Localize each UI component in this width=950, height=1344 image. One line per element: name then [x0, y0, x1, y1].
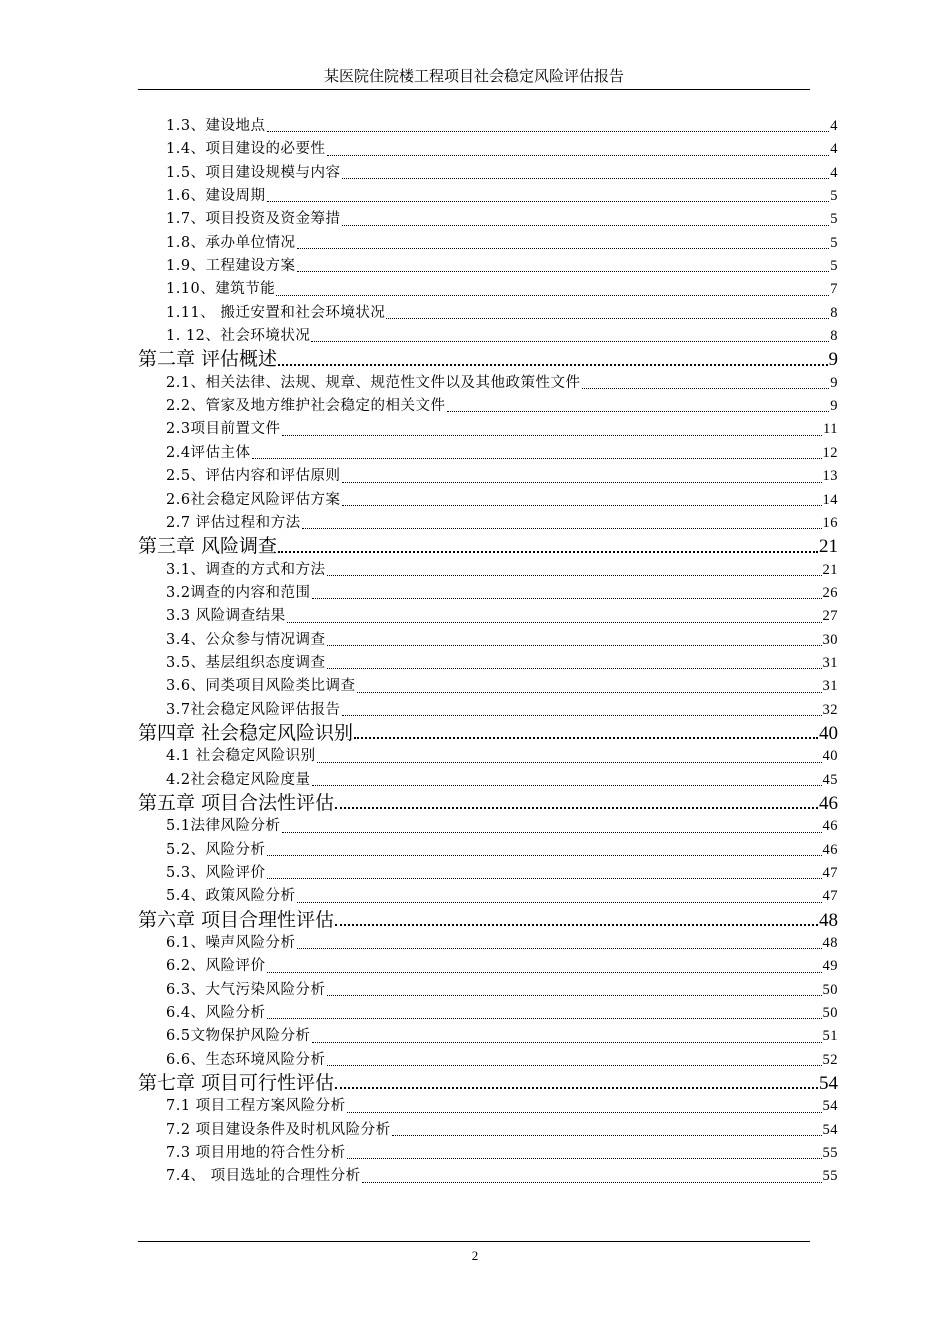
toc-entry-page-number: 47 [822, 865, 838, 881]
toc-entry-label: 1.6、建设周期 [166, 188, 266, 205]
toc-entry-page-number: 4 [830, 141, 838, 158]
toc-entry-page-number: 9 [830, 398, 838, 415]
toc-section-entry[interactable] [138, 745, 838, 768]
toc-section-entry[interactable] [138, 372, 838, 395]
toc-entry-label: 2.3项目前置文件 [166, 421, 281, 438]
toc-entry-label: 6.3、大气污染风险分析 [166, 981, 326, 998]
toc-entry-label: 2.1、相关法律、法规、规章、规范性文件以及其他政策性文件 [166, 374, 581, 391]
toc-entry-label: 2.2、管家及地方维护社会稳定的相关文件 [166, 398, 446, 415]
toc-section-entry[interactable] [138, 605, 838, 628]
toc-dot-leader [282, 832, 822, 833]
toc-entry-page-number: 11 [823, 421, 838, 438]
toc-entry-page-number: 55 [822, 1168, 838, 1185]
toc-dot-leader [342, 715, 822, 716]
toc-dot-leader [327, 575, 822, 576]
toc-entry-label: 3.6、同类项目风险类比调查 [166, 678, 356, 695]
toc-section-entry[interactable] [138, 699, 838, 722]
toc-entry-page-number: 9 [830, 374, 838, 391]
toc-section-entry[interactable] [138, 395, 838, 418]
toc-dot-leader [297, 248, 830, 249]
toc-entry-page-number: 31 [822, 654, 838, 671]
toc-entry-page-number: 54 [822, 1098, 838, 1115]
toc-dot-leader [354, 737, 818, 739]
toc-entry-page-number: 46 [822, 818, 838, 835]
toc-entry-page-number: 5 [830, 234, 838, 251]
toc-dot-leader [357, 692, 822, 693]
toc-section-entry[interactable] [138, 955, 838, 978]
toc-dot-leader [327, 645, 822, 646]
toc-section-entry[interactable] [138, 932, 838, 955]
toc-entry-page-number: 54 [819, 1073, 838, 1095]
toc-entry-label: 5.1法律风险分析 [166, 818, 281, 835]
toc-entry-label: 1.11、 搬迁安置和社会环境状况 [166, 304, 386, 321]
toc-dot-leader [386, 318, 829, 319]
toc-entry-page-number: 4 [830, 118, 838, 134]
toc-dot-leader [278, 551, 818, 553]
toc-dot-leader [327, 155, 830, 156]
toc-entry-label: 7.2 项目建设条件及时机风险分析 [166, 1121, 391, 1138]
toc-section-entry[interactable] [138, 1142, 838, 1165]
toc-chapter-entry[interactable] [138, 909, 838, 932]
toc-entry-label: 1.3、建设地点 [166, 118, 266, 134]
toc-entry-page-number: 9 [828, 349, 838, 371]
toc-entry-page-number: 40 [819, 722, 838, 744]
toc-dot-leader [267, 878, 822, 879]
toc-dot-leader [278, 364, 827, 366]
toc-dot-leader [267, 201, 830, 202]
toc-dot-leader [335, 1087, 818, 1089]
toc-dot-leader [312, 1042, 822, 1043]
toc-entry-page-number: 51 [822, 1028, 838, 1045]
page-number: 2 [471, 1248, 479, 1263]
toc-entry-page-number: 8 [830, 304, 838, 321]
toc-section-entry[interactable] [138, 489, 838, 512]
toc-dot-leader [267, 855, 822, 856]
toc-entry-page-number: 5 [830, 211, 838, 228]
toc-dot-leader [347, 1158, 822, 1159]
toc-entry-page-number: 16 [822, 514, 838, 531]
toc-section-entry[interactable] [138, 629, 838, 652]
toc-entry-page-number: 32 [822, 701, 838, 718]
toc-dot-leader [302, 528, 822, 529]
footer-divider [138, 1241, 810, 1242]
toc-entry-page-number: 47 [822, 888, 838, 905]
toc-entry-label: 1.8、承办单位情况 [166, 234, 296, 251]
toc-dot-leader [327, 995, 822, 996]
toc-entry-label: 3.3 风险调查结果 [166, 608, 286, 625]
toc-chapter-entry[interactable] [138, 535, 838, 558]
toc-entry-page-number: 5 [830, 188, 838, 205]
toc-entry-label: 2.4评估主体 [166, 444, 251, 461]
toc-entry-page-number: 45 [822, 771, 838, 788]
toc-section-entry[interactable] [138, 885, 838, 908]
toc-entry-page-number: 21 [819, 536, 838, 558]
toc-entry-label: 7.1 项目工程方案风险分析 [166, 1098, 346, 1115]
toc-section-entry[interactable] [138, 302, 838, 325]
toc-entry-page-number: 48 [819, 909, 838, 931]
toc-entry-page-number: 13 [822, 468, 838, 485]
toc-section-entry[interactable] [138, 442, 838, 465]
toc-entry-label: 第三章 风险调查 [138, 535, 278, 558]
toc-chapter-entry[interactable] [138, 722, 838, 745]
toc-entry-page-number: 50 [822, 1005, 838, 1022]
toc-entry-label: 2.7 评估过程和方法 [166, 514, 301, 531]
toc-entry-page-number: 30 [822, 631, 838, 648]
toc-entry-label: 5.4、政策风险分析 [166, 888, 296, 905]
toc-section-entry[interactable] [138, 652, 838, 675]
toc-dot-leader [312, 785, 822, 786]
toc-entry-page-number: 31 [822, 678, 838, 695]
table-of-contents [138, 115, 838, 1189]
toc-entry-label: 2.6社会稳定风险评估方案 [166, 491, 341, 508]
toc-entry-label: 3.1、调查的方式和方法 [166, 561, 326, 578]
toc-entry-label: 第六章 项目合理性评估 [138, 908, 335, 931]
toc-section-entry[interactable] [138, 979, 838, 1002]
toc-entry-label: 1.4、项目建设的必要性 [166, 141, 326, 158]
toc-chapter-entry[interactable] [138, 1072, 838, 1095]
toc-dot-leader [335, 807, 818, 809]
toc-entry-page-number: 50 [822, 981, 838, 998]
toc-entry-label: 4.2社会稳定风险度量 [166, 771, 311, 788]
toc-entry-label: 3.4、公众参与情况调查 [166, 631, 326, 648]
toc-dot-leader [362, 1182, 822, 1183]
toc-section-entry[interactable] [138, 1049, 838, 1072]
toc-entry-page-number: 5 [830, 258, 838, 275]
toc-section-entry[interactable] [138, 1165, 838, 1188]
toc-section-entry[interactable] [138, 325, 838, 348]
toc-entry-page-number: 21 [822, 561, 838, 578]
toc-section-entry[interactable] [138, 208, 838, 231]
page-header-title: 某医院住院楼工程项目社会稳定风险评估报告 [323, 67, 624, 85]
toc-chapter-entry[interactable] [138, 792, 838, 815]
toc-section-entry[interactable] [138, 1002, 838, 1025]
toc-dot-leader [297, 948, 822, 949]
toc-entry-page-number: 46 [819, 792, 838, 814]
toc-dot-leader [317, 762, 822, 763]
toc-entry-page-number: 40 [822, 748, 838, 765]
toc-dot-leader [447, 411, 830, 412]
toc-section-entry[interactable] [138, 162, 838, 185]
toc-section-entry[interactable] [138, 559, 838, 582]
toc-entry-label: 1.9、工程建设方案 [166, 258, 296, 275]
toc-entry-label: 第五章 项目合法性评估 [138, 791, 335, 814]
toc-dot-leader [342, 225, 830, 226]
toc-dot-leader [335, 924, 818, 926]
toc-chapter-entry[interactable] [138, 348, 838, 371]
toc-entry-label: 第七章 项目可行性评估 [138, 1072, 335, 1095]
toc-section-entry[interactable] [138, 278, 838, 301]
toc-entry-page-number: 55 [822, 1145, 838, 1162]
toc-section-entry[interactable] [138, 1025, 838, 1048]
toc-entry-page-number: 4 [830, 164, 838, 181]
toc-entry-page-number: 14 [822, 491, 838, 508]
toc-entry-page-number: 52 [822, 1051, 838, 1068]
toc-entry-page-number: 27 [822, 608, 838, 625]
toc-section-entry[interactable] [138, 185, 838, 208]
toc-entry-page-number: 7 [830, 281, 838, 298]
toc-section-entry[interactable] [138, 675, 838, 698]
toc-dot-leader [327, 1065, 822, 1066]
toc-entry-label: 6.6、生态环境风险分析 [166, 1051, 326, 1068]
toc-dot-leader [582, 388, 830, 389]
toc-entry-label: 5.2、风险分析 [166, 841, 266, 858]
toc-entry-label: 6.5文物保护风险分析 [166, 1028, 311, 1045]
toc-section-entry[interactable] [138, 862, 838, 885]
toc-dot-leader [287, 622, 822, 623]
toc-entry-label: 3.2调查的内容和范围 [166, 584, 311, 601]
toc-entry-label: 2.5、评估内容和评估原则 [166, 468, 341, 485]
toc-entry-label: 4.1 社会稳定风险识别 [166, 748, 316, 765]
toc-entry-label: 1.7、项目投资及资金筹措 [166, 211, 341, 228]
header-divider [138, 89, 810, 90]
toc-dot-leader [347, 1112, 822, 1113]
toc-dot-leader [252, 458, 822, 459]
toc-entry-page-number: 49 [822, 958, 838, 975]
toc-section-entry[interactable] [138, 769, 838, 792]
toc-dot-leader [342, 482, 822, 483]
toc-entry-page-number: 26 [822, 584, 838, 601]
toc-dot-leader [267, 972, 822, 973]
toc-dot-leader [311, 341, 829, 342]
toc-section-entry[interactable] [138, 815, 838, 838]
toc-section-entry[interactable] [138, 255, 838, 278]
toc-section-entry[interactable] [138, 418, 838, 441]
toc-section-entry[interactable] [138, 582, 838, 605]
toc-entry-label: 第四章 社会稳定风险识别 [138, 721, 354, 744]
toc-dot-leader [267, 131, 830, 132]
toc-entry-page-number: 46 [822, 841, 838, 858]
toc-entry-page-number: 54 [822, 1121, 838, 1138]
toc-entry-label: 7.4、 项目选址的合理性分析 [166, 1168, 361, 1185]
toc-entry-label: 6.2、风险评价 [166, 958, 266, 975]
toc-dot-leader [267, 1018, 822, 1019]
toc-entry-label: 1.5、项目建设规模与内容 [166, 164, 341, 181]
toc-entry-page-number: 12 [822, 444, 838, 461]
toc-section-entry[interactable] [138, 839, 838, 862]
toc-section-entry[interactable] [138, 512, 838, 535]
toc-section-entry[interactable] [138, 1095, 838, 1118]
toc-entry-label: 1. 12、社会环境状况 [166, 328, 311, 345]
toc-dot-leader [312, 598, 822, 599]
toc-entry-label: 7.3 项目用地的符合性分析 [166, 1145, 346, 1162]
toc-section-entry[interactable] [138, 138, 838, 161]
toc-section-entry[interactable] [138, 232, 838, 255]
toc-dot-leader [327, 668, 822, 669]
toc-dot-leader [342, 178, 830, 179]
toc-dot-leader [297, 271, 830, 272]
toc-entry-page-number: 8 [830, 328, 838, 345]
toc-section-entry[interactable] [138, 465, 838, 488]
toc-section-entry[interactable] [138, 1119, 838, 1142]
toc-section-entry[interactable] [138, 115, 838, 138]
toc-entry-label: 3.7社会稳定风险评估报告 [166, 701, 341, 718]
toc-entry-label: 6.1、噪声风险分析 [166, 935, 296, 952]
toc-dot-leader [392, 1135, 822, 1136]
toc-dot-leader [276, 295, 829, 296]
toc-entry-label: 5.3、风险评价 [166, 865, 266, 881]
toc-dot-leader [297, 902, 822, 903]
toc-entry-label: 第二章 评估概述 [138, 348, 278, 371]
toc-entry-label: 6.4、风险分析 [166, 1005, 266, 1022]
toc-entry-label: 1.10、建筑节能 [166, 281, 276, 298]
toc-dot-leader [342, 505, 822, 506]
toc-dot-leader [282, 435, 822, 436]
toc-entry-label: 3.5、基层组织态度调查 [166, 654, 326, 671]
toc-entry-page-number: 48 [822, 935, 838, 952]
